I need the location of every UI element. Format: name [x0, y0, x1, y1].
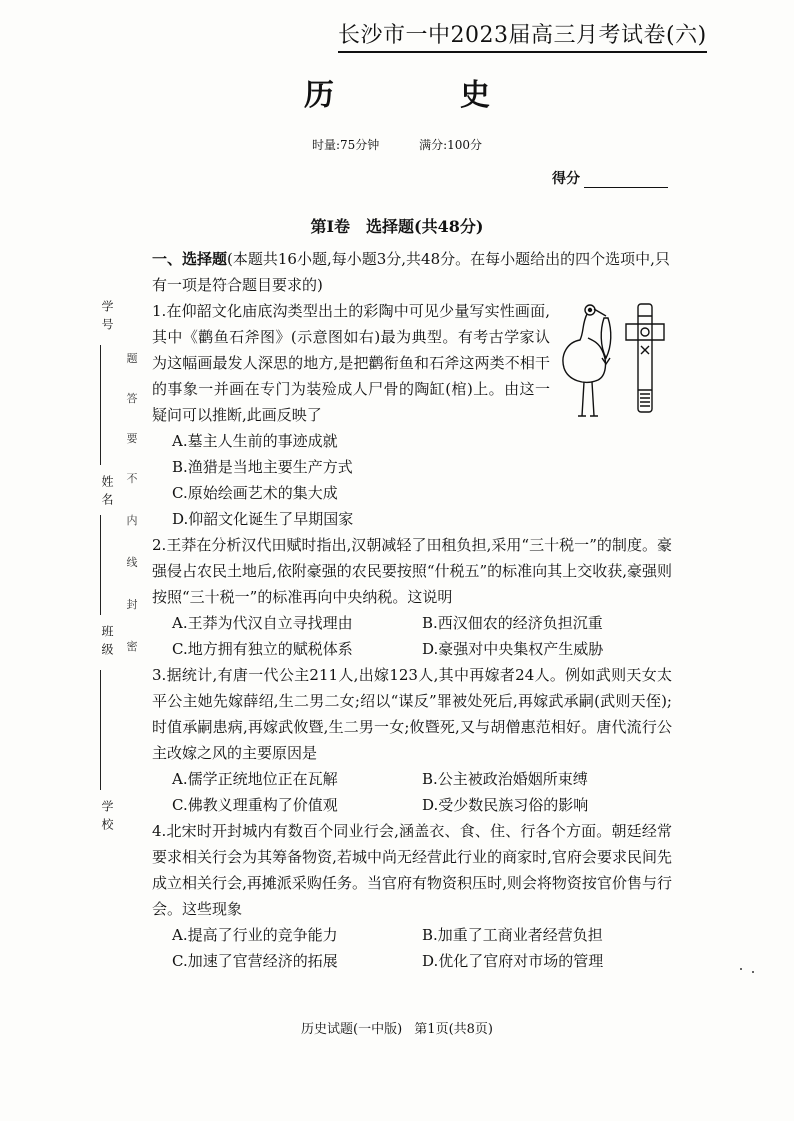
question-stem: 1.在仰韶文化庙底沟类型出土的彩陶中可见少量写实性画面,其中《鹳鱼石斧图》(示意图如右)最为典型。有考古学家认为这幅画最发人深思的地方,是把鹳衔鱼和石斧这两类不相干的事象一并画在专门为装殓成人尸骨的陶缸(棺)上。由这一疑问可以推断,此画反映了 — [152, 302, 550, 424]
footer-paper-name: 历史试题(一中版) — [301, 1022, 403, 1037]
exam-meta — [0, 136, 794, 153]
option-row — [172, 948, 672, 974]
binding-char: 线 — [126, 556, 138, 569]
field-school: 学校 — [100, 800, 114, 836]
subject-title: 历 史 — [304, 78, 538, 113]
option-row — [172, 636, 672, 662]
scan-speck — [752, 971, 754, 973]
footer-page-info: 第1页(共8页) — [414, 1022, 493, 1037]
option-c: C.佛教义理重构了价值观 — [172, 796, 338, 814]
score-label: 得分 — [552, 171, 580, 187]
section-intro-text: (本题共16小题,每小题3分,共48分。在每小题给出的四个选项中,只有一项是符合题目要求的) — [152, 250, 670, 294]
field-student-id: 学号 — [100, 300, 114, 336]
option-row — [172, 766, 672, 792]
field-line — [100, 670, 101, 790]
option-c: C.加速了官营经济的拓展 — [172, 952, 338, 970]
option-a: A.提高了行业的竞争能力 — [172, 926, 338, 944]
option-d: D.受少数民族习俗的影响 — [422, 796, 589, 814]
section-heading: 第Ⅰ卷 选择题(共48分) — [310, 217, 484, 236]
binding-char: 不 — [126, 472, 138, 485]
exam-time: 时量:75分钟 — [311, 138, 380, 152]
student-info-column — [86, 170, 116, 870]
option-b: B.加重了工商业者经营负担 — [422, 926, 603, 944]
field-name: 姓名 — [100, 475, 114, 511]
binding-char: 内 — [126, 514, 138, 527]
binding-char: 封 — [126, 598, 138, 611]
page-footer — [0, 1018, 794, 1037]
option-a: A.儒学正统地位正在瓦解 — [172, 770, 338, 788]
question-stem: 4.北宋时开封城内有数百个同业行会,涵盖衣、食、住、行各个方面。朝廷经常要求相关行会为其筹备物资,若城中尚无经营此行业的商家时,官府会要求民间先成立相关行会,再摊派采购任务。当官府有物资积压时,则会将物资按官价售与行会。这些现象 — [152, 822, 672, 918]
field-line — [100, 515, 101, 615]
option-a: A.王莽为代汉自立寻找理由 — [172, 614, 353, 632]
binding-char: 题 — [126, 352, 138, 365]
option-c: C.原始绘画艺术的集大成 — [172, 484, 338, 502]
binding-char: 密 — [126, 640, 138, 653]
option-d: D.优化了官府对市场的管理 — [422, 952, 604, 970]
question-4 — [152, 818, 672, 974]
exam-title: 长沙市一中2023届高三月考试卷(六) — [338, 18, 707, 53]
question-2 — [152, 532, 672, 662]
option-a: A.墓主人生前的事迹成就 — [172, 432, 338, 450]
question-content — [152, 246, 672, 974]
score-field — [552, 168, 668, 188]
question-1 — [152, 298, 672, 532]
field-line — [100, 345, 101, 465]
option-c: C.地方拥有独立的赋税体系 — [172, 640, 353, 658]
question-3 — [152, 662, 672, 818]
option-row — [172, 792, 672, 818]
scan-speck — [740, 968, 742, 970]
option-b: B.公主被政治婚姻所束缚 — [422, 770, 588, 788]
option-b: B.西汉佃农的经济负担沉重 — [422, 614, 603, 632]
binding-char: 要 — [126, 432, 138, 445]
option-row — [172, 922, 672, 948]
question-stem: 2.王莽在分析汉代田赋时指出,汉朝减轻了田租负担,采用“三十税一”的制度。豪强侵占农民土地后,依附豪强的农民要按照“什税五”的标准向其上交收获,豪强则按照“三十税一”的标准再向中央纳税。这说明 — [152, 536, 672, 606]
option-d: D.仰韶文化诞生了早期国家 — [172, 510, 354, 528]
score-blank-line — [584, 173, 668, 188]
section-intro — [152, 246, 672, 298]
option-b: B.渔猎是当地主要生产方式 — [172, 458, 353, 476]
field-class: 班级 — [100, 625, 114, 661]
option-row — [172, 610, 672, 636]
binding-char: 答 — [126, 392, 138, 405]
option-d: D.豪强对中央集权产生威胁 — [422, 640, 604, 658]
question-stem: 3.据统计,有唐一代公主211人,出嫁123人,其中再嫁者24人。例如武则天女太平公主她先嫁薛绍,生二男二女;绍以“谋反”罪被处死后,再嫁武承嗣(武则天侄);时值承嗣患病,再嫁武攸暨,生二男一女;攸暨死,又与胡僧惠范相好。唐代流行公主改嫁之风的主要原因是 — [152, 666, 672, 762]
section-intro-label: 一、选择题 — [152, 250, 228, 268]
exam-full-score: 满分:100分 — [419, 138, 483, 152]
